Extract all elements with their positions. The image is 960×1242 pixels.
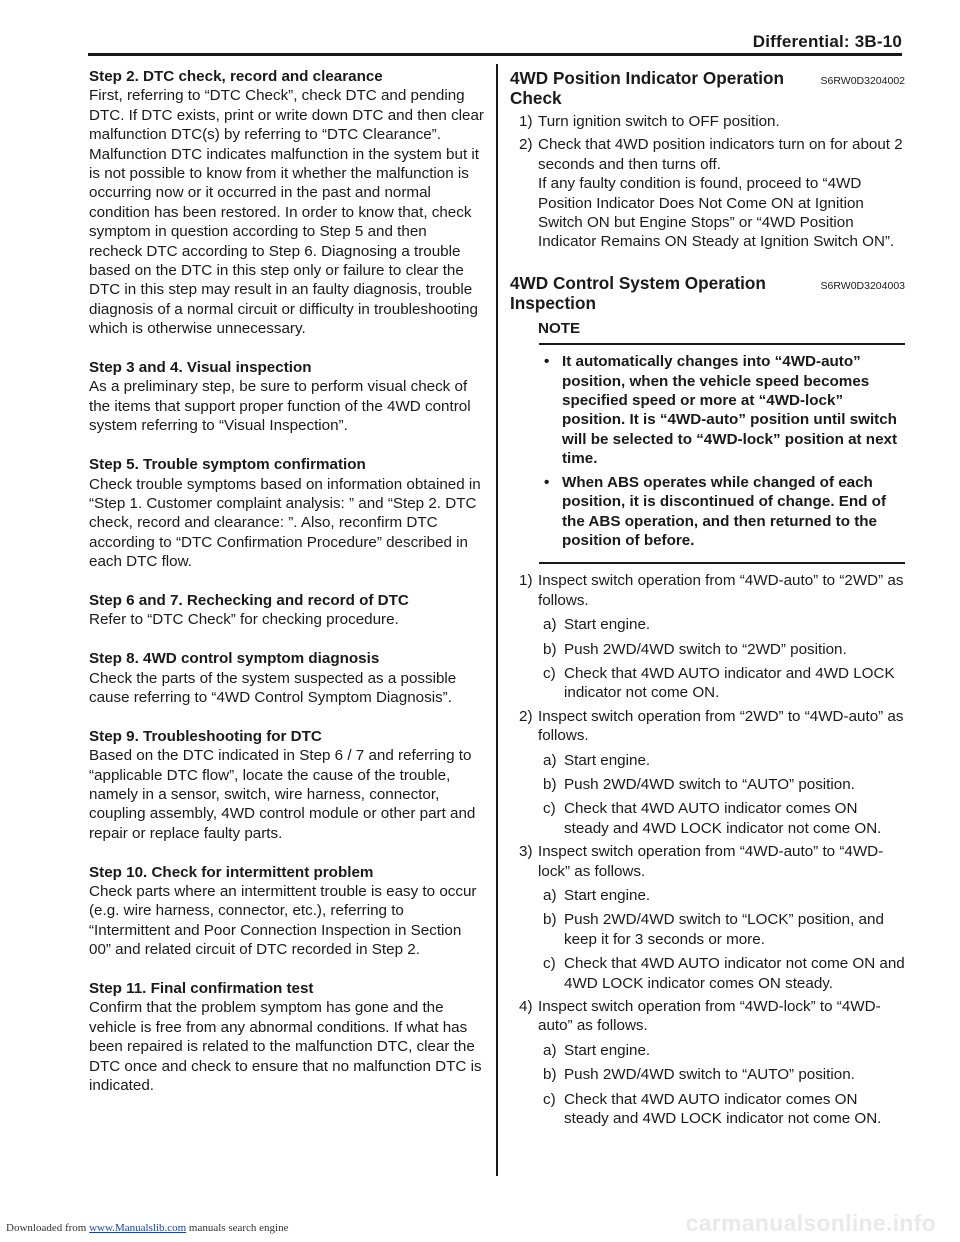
sub-item-text: Push 2WD/4WD switch to “LOCK” position, and keep it for 3 seconds or more. (564, 911, 884, 948)
step-10 (89, 863, 484, 960)
sub-list-item (510, 910, 905, 949)
sub-list-item (510, 886, 905, 905)
right-column (510, 68, 905, 1128)
item-text: Check that 4WD position indicators turn on for about 2 seconds and then turns off. (538, 136, 903, 173)
section-title-control-system (510, 273, 905, 313)
sub-list-item (510, 799, 905, 838)
sub-item-number: c) (543, 955, 556, 973)
sub-item-number: c) (543, 800, 556, 818)
note-label: NOTE (538, 319, 581, 337)
step-title: Step 8. 4WD control symptom diagnosis (89, 650, 380, 668)
step-title: Step 6 and 7. Rechecking and record of DTC (89, 591, 409, 609)
watermark: carmanualsonline.info (685, 1210, 936, 1236)
section-title-position-indicator (510, 68, 905, 108)
footer-suffix: manuals search engine (186, 1222, 289, 1234)
sub-list-item (510, 775, 905, 794)
step-body: Check the parts of the system suspected as a possible cause referring to “4WD Control Symptom Diagnosis”. (89, 669, 457, 706)
list-item (510, 112, 905, 131)
left-column (89, 67, 484, 1115)
sub-item-number: a) (543, 751, 557, 769)
step-title: Step 11. Final confirmation test (89, 979, 314, 997)
list-item (510, 135, 905, 251)
item-number: 1) (519, 113, 533, 130)
step-11 (89, 979, 484, 1095)
column-divider (496, 64, 498, 1176)
item-text: Inspect switch operation from “4WD-auto” to “4WD-lock” as follows. (538, 843, 884, 880)
sub-item-text: Start engine. (564, 887, 651, 904)
sub-item-text: Push 2WD/4WD switch to “2WD” position. (564, 640, 847, 658)
item-number: 2) (519, 136, 533, 154)
sub-item-text: Check that 4WD AUTO indicator comes ON steady and 4WD LOCK indicator not come ON. (564, 800, 882, 837)
step-9 (89, 727, 484, 843)
step-body: Check parts where an intermittent trouble is easy to occur (e.g. wire harness, connector, etc.), referring to “Intermittent and Poor Connection Inspection in Section 00” and related circuit of DTC recorded in Step 2. (89, 882, 477, 959)
manualslib-link[interactable]: www.Manualslib.com (89, 1222, 187, 1234)
item-text: Turn ignition switch to OFF position. (538, 113, 780, 130)
note-item (539, 352, 905, 468)
footer-prefix: Downloaded from (6, 1222, 90, 1234)
sub-list-item (510, 751, 905, 770)
step-body: Refer to “DTC Check” for checking procedure. (89, 611, 399, 629)
list-item (510, 571, 905, 610)
step-title: Step 2. DTC check, record and clearance (89, 68, 383, 85)
list-item (510, 707, 905, 746)
sub-list-item (510, 664, 905, 703)
page-header-title: Differential: 3B-10 (752, 32, 902, 51)
item-number: 4) (519, 998, 533, 1016)
step-body: Confirm that the problem symptom has gone and the vehicle is free from any abnormal conditions. If what has been repaired is related to the malfunction DTC, clear the DTC once and check to ensure that no malfunction DTC is indicated. (89, 999, 482, 1095)
note-text: When ABS operates while changed of each position, it is discontinued of change. End of the ABS operation, and then returned to the position of before. (562, 473, 886, 549)
section-title-text: 4WD Control System Operation Inspection (510, 272, 766, 313)
sub-item-text: Start engine. (564, 616, 651, 634)
step-title: Step 5. Trouble symptom confirmation (89, 456, 366, 474)
sub-item-text: Push 2WD/4WD switch to “AUTO” position. (564, 775, 855, 793)
section-code: S6RW0D3204003 (820, 279, 905, 292)
step-body: Check trouble symptoms based on information obtained in “Step 1. Customer complaint analysis: ” and “Step 2. DTC check, record and clearance: ”. Also, reconfirm DTC according to “DTC Confirmation Procedure” described in each DTC flow. (89, 475, 481, 571)
header-rule (88, 53, 902, 56)
sub-item-number: c) (543, 1090, 556, 1108)
step-body: Based on the DTC indicated in Step 6 / 7 and referring to “applicable DTC flow”, locate the cause of the trouble, namely in a sensor, switch, wire harness, connector, coupling assembly, 4WD control module or other part and repair or replace faulty parts. (89, 747, 476, 842)
bullet: • (544, 473, 550, 491)
item-text: Inspect switch operation from “4WD-auto” to “2WD” as follows. (538, 572, 904, 609)
step-3-4 (89, 358, 484, 436)
list-item (510, 842, 905, 881)
sub-item-text: Start engine. (564, 1041, 651, 1059)
step-2 (89, 67, 484, 339)
item-text: Inspect switch operation from “2WD” to “4WD-auto” as follows. (538, 707, 904, 745)
sub-item-text: Start engine. (564, 751, 651, 769)
item-number: 1) (519, 572, 533, 590)
sub-item-text: Push 2WD/4WD switch to “AUTO” position. (564, 1066, 855, 1084)
sub-list-item (510, 640, 905, 659)
step-body: First, referring to “DTC Check”, check DTC and pending DTC. If DTC exists, print or write down DTC and then clear malfunction DTC(s) by referring to “DTC Clearance”. Malfunction DTC indicates malfunction in the system but it is not possible to know from it whether the malfunction is occurring now or it occurred in the past and normal condition has been restored. In order to know that, check symptom in question according to Step 5 and then recheck DTC according to Step 6. Diagnosing a trouble based on the DTC in this step only or failure to clear the DTC in this step may result in an faulty diagnosis, trouble diagnosis of a normal circuit or difficulty in troubleshooting which is otherwise unnecessary. (89, 87, 484, 338)
section-title-text: 4WD Position Indicator Operation Check (510, 68, 785, 108)
item-number: 3) (519, 843, 533, 861)
note-text: It automatically changes into “4WD-auto” position, when the vehicle speed becomes specified speed or more at “4WD-lock” position. It is “4WD-auto” position until switch will be selected to “4WD-lock” position at next time. (562, 353, 898, 468)
sub-item-number: b) (543, 640, 557, 658)
step-title: Step 9. Troubleshooting for DTC (89, 727, 322, 745)
sub-list-item (510, 1090, 905, 1129)
item-text-extra: If any faulty condition is found, proceed to “4WD Position Indicator Does Not Come ON at Ignition Switch ON but Engine Stops” or “4WD Position Indicator Remains ON Steady at Ignition Switch ON”. (538, 175, 895, 251)
step-title: Step 3 and 4. Visual inspection (89, 359, 312, 377)
note-item (539, 473, 905, 551)
sub-item-number: a) (543, 616, 557, 634)
step-title: Step 10. Check for intermittent problem (89, 863, 374, 881)
sub-item-text: Check that 4WD AUTO indicator and 4WD LOCK indicator not come ON. (564, 664, 895, 702)
list-item (510, 997, 905, 1036)
sub-list-item (510, 954, 905, 993)
note-box (539, 343, 905, 564)
step-body: As a preliminary step, be sure to perform visual check of the items that support proper function of the 4WD control system referring to “Visual Inspection”. (89, 378, 471, 435)
sub-item-text: Check that 4WD AUTO indicator comes ON steady and 4WD LOCK indicator not come ON. (564, 1090, 882, 1128)
step-8 (89, 649, 484, 707)
sub-list-item (510, 1041, 905, 1060)
sub-item-text: Check that 4WD AUTO indicator not come ON and 4WD LOCK indicator comes ON steady. (564, 955, 905, 992)
sub-item-number: b) (543, 775, 557, 793)
item-text: Inspect switch operation from “4WD-lock” to “4WD-auto” as follows. (538, 998, 881, 1035)
bullet: • (544, 353, 550, 371)
sub-item-number: b) (543, 1066, 557, 1084)
sub-item-number: a) (543, 1041, 557, 1059)
sub-item-number: b) (543, 911, 557, 929)
section-code: S6RW0D3204002 (820, 75, 905, 87)
sub-item-number: c) (543, 664, 556, 682)
sub-list-item (510, 615, 905, 634)
sub-list-item (510, 1065, 905, 1084)
item-number: 2) (519, 707, 533, 725)
step-5 (89, 455, 484, 571)
sub-item-number: a) (543, 887, 557, 904)
step-6-7 (89, 591, 484, 630)
download-footer (6, 1222, 288, 1234)
